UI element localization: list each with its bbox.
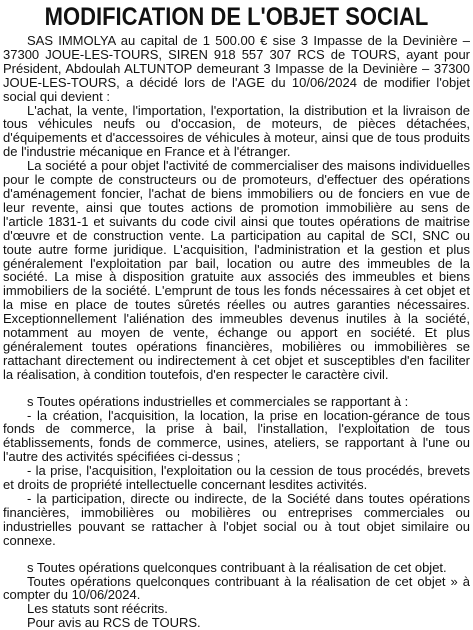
statutes-rewritten-line: Les statuts sont réécrits. bbox=[27, 601, 168, 617]
notice-title: MODIFICATION DE L'OBJET SOCIAL bbox=[44, 3, 429, 31]
vehicle-activity-paragraph: L'achat, la vente, l'importation, l'exportation, la distribution et la livraison de tous véhicules neufs ou d'occasion, de moteurs, de pièces détachées, d'équipements et d'accessoires de véhicules à moteur, ainsi que de tous produits de l'industrie mécanique en France et à l'étranger. bbox=[3, 102, 470, 160]
list-item-creation: - la création, l'acquisition, la location, la prise en location-gérance de tous fonds de commerce, la prise à bail, l'installation, l'exploitation de tous établissements, fonds de commerce, usines, ateliers, se rapportant à l'une ou l'autre des activités spécifiées ci-dessus ; bbox=[3, 407, 470, 465]
notice-body bbox=[3, 34, 470, 630]
industrial-operations-intro: s Toutes opérations industrielles et commerciales se rapportant à : bbox=[27, 393, 409, 409]
effective-date-paragraph: Toutes opérations quelconques contribuant à la réalisation de cet objet » à compter du 10/06/2024. bbox=[3, 573, 470, 603]
general-operations-line: s Toutes opérations quelconques contribuant à la réalisation de cet objet. bbox=[27, 559, 447, 575]
rcs-notice-line: Pour avis au RCS de TOURS. bbox=[27, 615, 201, 630]
list-item-intellectual-property: - la prise, l'acquisition, l'exploitation ou la cession de tous procédés, brevets et droits de propriété intellectuelle concernant lesdites activités. bbox=[3, 463, 470, 493]
real-estate-activity-paragraph: La société a pour objet l'activité de commercialiser des maisons individuelles pour le compte de constructeurs ou de promoteurs, d'effectuer des opérations d'aménagement foncier, l'achat de biens immobiliers ou de fonciers en vue de leur revente, ainsi que toutes actions de promotion immobilière au sens de l'article 1831-1 et suivants du code civil ainsi que toutes opérations de maitrise d'œuvre et de construction vente. La participation au capital de SCI, SNC ou toute autre forme juridique. L'acquisition, l'administration et la gestion et plus généralement l'exploitation par bail, location ou autre des immeubles de la société. La mise à disposition gratuite aux associés des immeubles et biens immobiliers de la société. L'emprunt de tous les fonds nécessaires à cet objet et la mise en place de toutes sûretés réelles ou autres garanties nécessaires. Exceptionnellement l'aliénation des immeubles devenus inutiles à la société, notamment au moyen de vente, échange ou apport en société. Et plus généralement toutes opérations financières, mobilières ou immobilières se rattachant directement ou indirectement à cet objet et susceptibles d'en faciliter la réalisation, à condition toutefois, d'en respecter le caractère civil. bbox=[3, 158, 470, 382]
company-paragraph: SAS IMMOLYA au capital de 1 500.00 € sise 3 Impasse de la Devinière – 37300 JOUE-LES-TOURS, SIREN 918 557 307 RCS de TOURS, ayant pour Président, Abdoulah ALTUNTOP demeurant 3 Impasse de la Devinière – 37300 JOUE-LES-TOURS, a décidé lors de l'AGE du 10/06/2024 de modifier l'objet social qui devient : bbox=[3, 33, 470, 104]
list-item-participation: - la participation, directe ou indirecte, de la Société dans toutes opérations financières, immobilières ou mobilières ou entreprises commerciales ou industrielles pouvant se rattacher à l'objet social ou à tout objet similaire ou connexe. bbox=[3, 491, 470, 548]
